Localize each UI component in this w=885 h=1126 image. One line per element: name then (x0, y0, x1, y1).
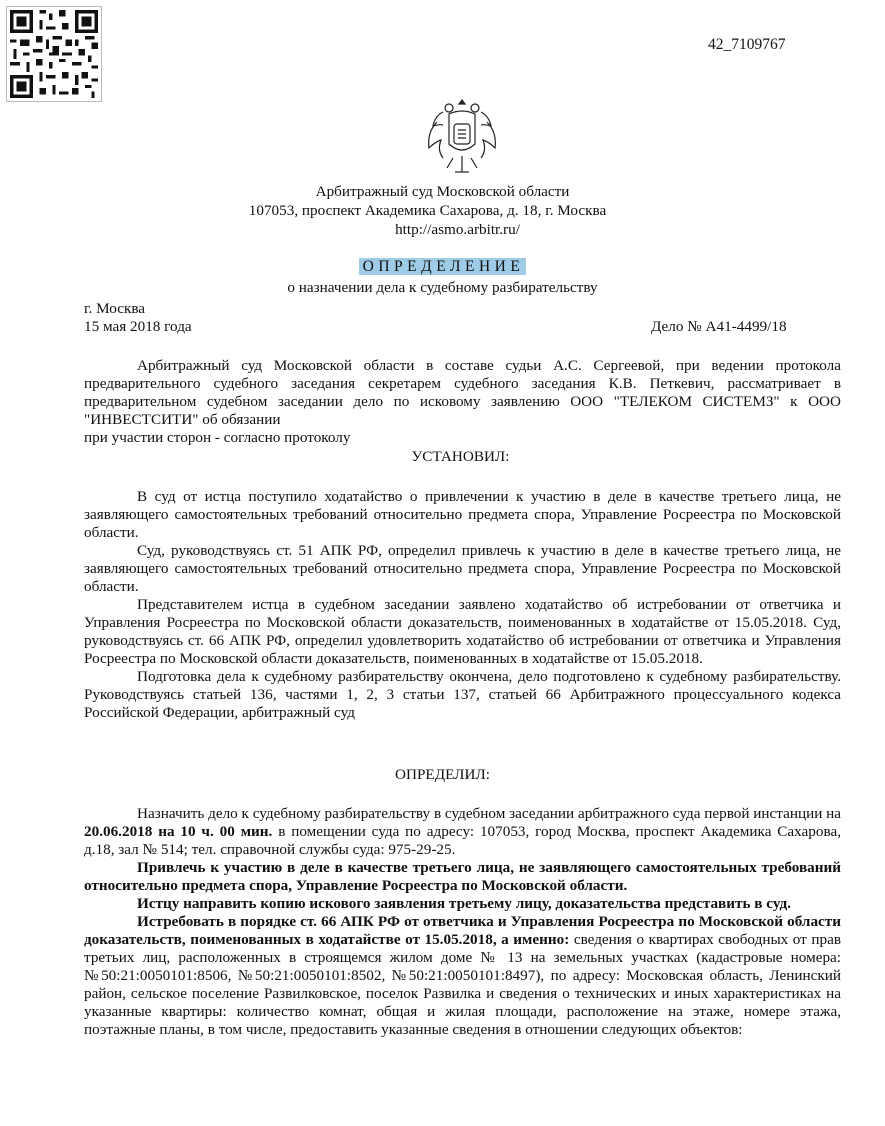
document-title-wrap (0, 258, 885, 276)
established-paragraph-4: Подготовка дела к судебному разбирательству окончена, дело подготовлено к судебному разбирательству. Руководствуясь статьей 136, частями 1, 2, 3 статьи 137, статьей 66 Арбитражного процессуального кодекса Российской Федерации, арбитражный суд (84, 668, 841, 721)
court-address: 107053, проспект Академика Сахарова, д. 18, г. Москва (248, 202, 607, 219)
decided-p2-bold: Привлечь к участию в деле в качестве третьего лица, не заявляющего самостоятельных требований относительно предмета спора, Управление Росреестра по Московской области. (84, 859, 841, 894)
established-heading: УСТАНОВИЛ: (411, 448, 510, 465)
decided-p1-start: Назначить дело к судебному разбирательству в судебном заседании арбитражного суда первой инстанции на (137, 805, 842, 822)
established-section (84, 488, 841, 722)
decided-paragraph-4 (84, 913, 841, 1039)
document-title: ОПРЕДЕЛЕНИЕ (359, 258, 527, 275)
court-name: Арбитражный суд Московской области (315, 183, 570, 200)
decided-p3-bold: Истцу направить копию искового заявления третьему лицу, доказательства представить в суд. (137, 895, 791, 912)
decided-p4-rest: сведения о квартирах свободных от прав третьих лиц, расположенных в строящемся жилом доме № 13 на земельных участках (кадастровые номера: №50:21:0050101:8506, №50:21:0050101:8502, №50:21:0050101:8497), по адресу: Московская область, Ленинский район, сельское поселение Развилковское, поселок Развилка и сведения о технических и иных характеристиках на указанные квартиры: количество комнат, общая и жилая площади, расположение на этаже, номере этажа, поэтажные планы, в том числе, предоставить указанные сведения в отношении следующих объектов: (84, 931, 841, 1038)
established-paragraph-3: Представителем истца в судебном заседании заявлено ходатайство об истребовании от ответчика и Управления Росреестра по Московской области доказательств, поименованных в ходатайстве от 15.05.2018. Суд, руководствуясь ст. 66 АПК РФ, определил удовлетворить ходатайство об истребовании от ответчика и Управления Росреестра по Московской области доказательств, поименованных в ходатайстве от 15.05.2018. (84, 596, 841, 667)
intro-paragraph: Арбитражный суд Московской области в составе судьи А.С. Сергеевой, при ведении протокола предварительного судебного заседания секретарем судебного заседания К.В. Петкевич, рассматривает в предварительном судебном заседании дело по исковому заявлению ООО "ТЕЛЕКОМ СИСТЕМЗ" к ООО "ИНВЕСТСИТИ" об обязании (84, 357, 841, 428)
place: г. Москва (84, 300, 146, 317)
document-id: 42_7109767 (708, 36, 786, 53)
coat-of-arms-emblem (423, 96, 501, 178)
intro-section (84, 357, 841, 447)
decided-p1-end: в помещении суда по адресу: 107053, город Москва, проспект Академика Сахарова, д.18, зал № 514; тел. справочной службы суда: 975-29-25. (84, 823, 841, 858)
decided-paragraph-3 (84, 895, 841, 913)
decided-heading: ОПРЕДЕЛИЛ: (395, 766, 490, 783)
established-paragraph-2: Суд, руководствуясь ст. 51 АПК РФ, определил привлечь к участию в деле в качестве третьего лица, не заявляющего самостоятельных требований относительно предмета спора, Управление Росреестра по Московской области. (84, 542, 841, 595)
court-website: http://asmo.arbitr.ru/ (395, 221, 520, 238)
qr-code (6, 6, 102, 102)
date: 15 мая 2018 года (84, 318, 192, 335)
decided-paragraph-2 (84, 859, 841, 895)
case-number: Дело № А41-4499/18 (651, 318, 787, 335)
established-paragraph-1: В суд от истца поступило ходатайство о привлечении к участию в деле в качестве третьего лица, не заявляющего самостоятельных требований относительно предмета спора, Управление Росреестра по Московской области. (84, 488, 841, 541)
hearing-datetime: 20.06.2018 на 10 ч. 00 мин. (84, 823, 273, 840)
court-header (0, 182, 885, 239)
decided-section (84, 805, 841, 1039)
intro-participants: при участии сторон - согласно протоколу (84, 429, 351, 446)
decided-paragraph-1 (84, 805, 841, 859)
decided-p4-bold: Истребовать в порядке ст. 66 АПК РФ от ответчика и Управления Росреестра по Московской области доказательств, поименованных в ходатайстве от 15.05.2018, а именно: (84, 913, 841, 948)
document-subtitle: о назначении дела к судебному разбирательству (287, 279, 598, 296)
